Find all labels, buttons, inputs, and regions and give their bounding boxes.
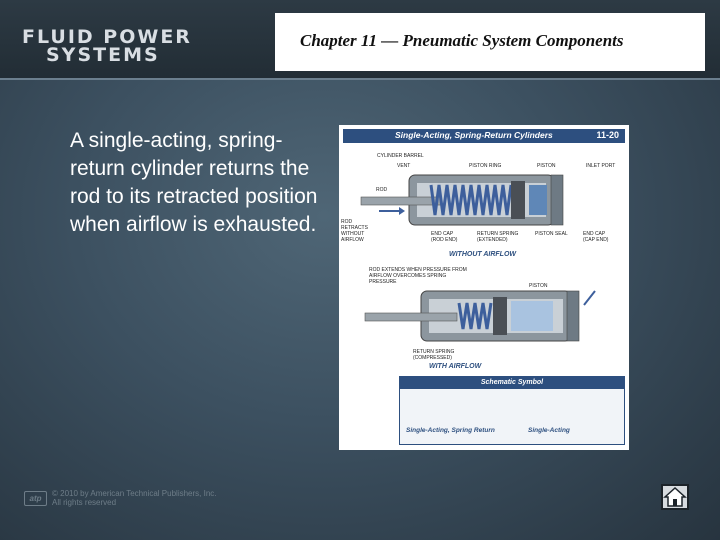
symbol-label-spring-return: Single-Acting, Spring Return [406, 427, 495, 434]
label-vent: VENT [397, 163, 411, 169]
schematic-symbol-box [399, 376, 625, 445]
label-rod: ROD [376, 187, 388, 193]
chapter-title: Chapter 11 — Pneumatic System Components [300, 31, 624, 50]
label-piston: PISTON [537, 163, 556, 169]
figure-title: Single-Acting, Spring-Return Cylinders [395, 130, 553, 140]
logo-line-1: FLUID POWER [22, 26, 192, 48]
label-end-cap-rod: END CAP (ROD END) [431, 231, 458, 243]
cylinder-without-airflow [361, 175, 563, 225]
caption-with-airflow: WITH AIRFLOW [429, 363, 482, 370]
label-rod-extends: ROD EXTENDS WHEN PRESSURE FROM AIRFLOW OVERCOMES SPRING PRESSURE [369, 267, 467, 285]
home-icon [663, 486, 687, 508]
label-rod-retracts: ROD RETRACTS WITHOUT AIRFLOW [341, 219, 368, 243]
label-return-spring-extended: RETURN SPRING (EXTENDED) [477, 231, 519, 243]
schematic-title: Schematic Symbol [400, 377, 624, 389]
label-cylinder-barrel: CYLINDER BARREL [377, 153, 424, 159]
logo [22, 28, 192, 64]
slide-body-text: A single-acting, spring-return cylinder returns the rod to its retracted position when airflow is exhausted. [70, 129, 318, 236]
label-piston-ring: PISTON RING [469, 163, 502, 169]
label-return-spring-compressed: RETURN SPRING (COMPRESSED) [413, 349, 455, 361]
symbol-label-single-acting: Single-Acting [528, 427, 570, 434]
caption-without-airflow: WITHOUT AIRFLOW [449, 251, 517, 258]
publisher-logo: atp [24, 491, 47, 506]
label-piston-2: PISTON [529, 283, 548, 289]
label-inlet-port: INLET PORT [586, 163, 616, 169]
label-end-cap-cap: END CAP (CAP END) [583, 231, 609, 243]
logo-line-2: SYSTEMS [46, 44, 160, 66]
label-piston-seal: PISTON SEAL [535, 231, 568, 237]
copyright-line-1: © 2010 by American Technical Publishers, Inc. [52, 489, 217, 498]
copyright-text [52, 489, 217, 507]
figure-number: 11-20 [596, 130, 619, 140]
header-bar [0, 0, 720, 80]
home-button[interactable] [661, 484, 689, 510]
figure-11-20 [339, 125, 629, 450]
copyright-line-2: All rights reserved [52, 498, 117, 507]
cylinder-with-airflow [365, 291, 595, 341]
